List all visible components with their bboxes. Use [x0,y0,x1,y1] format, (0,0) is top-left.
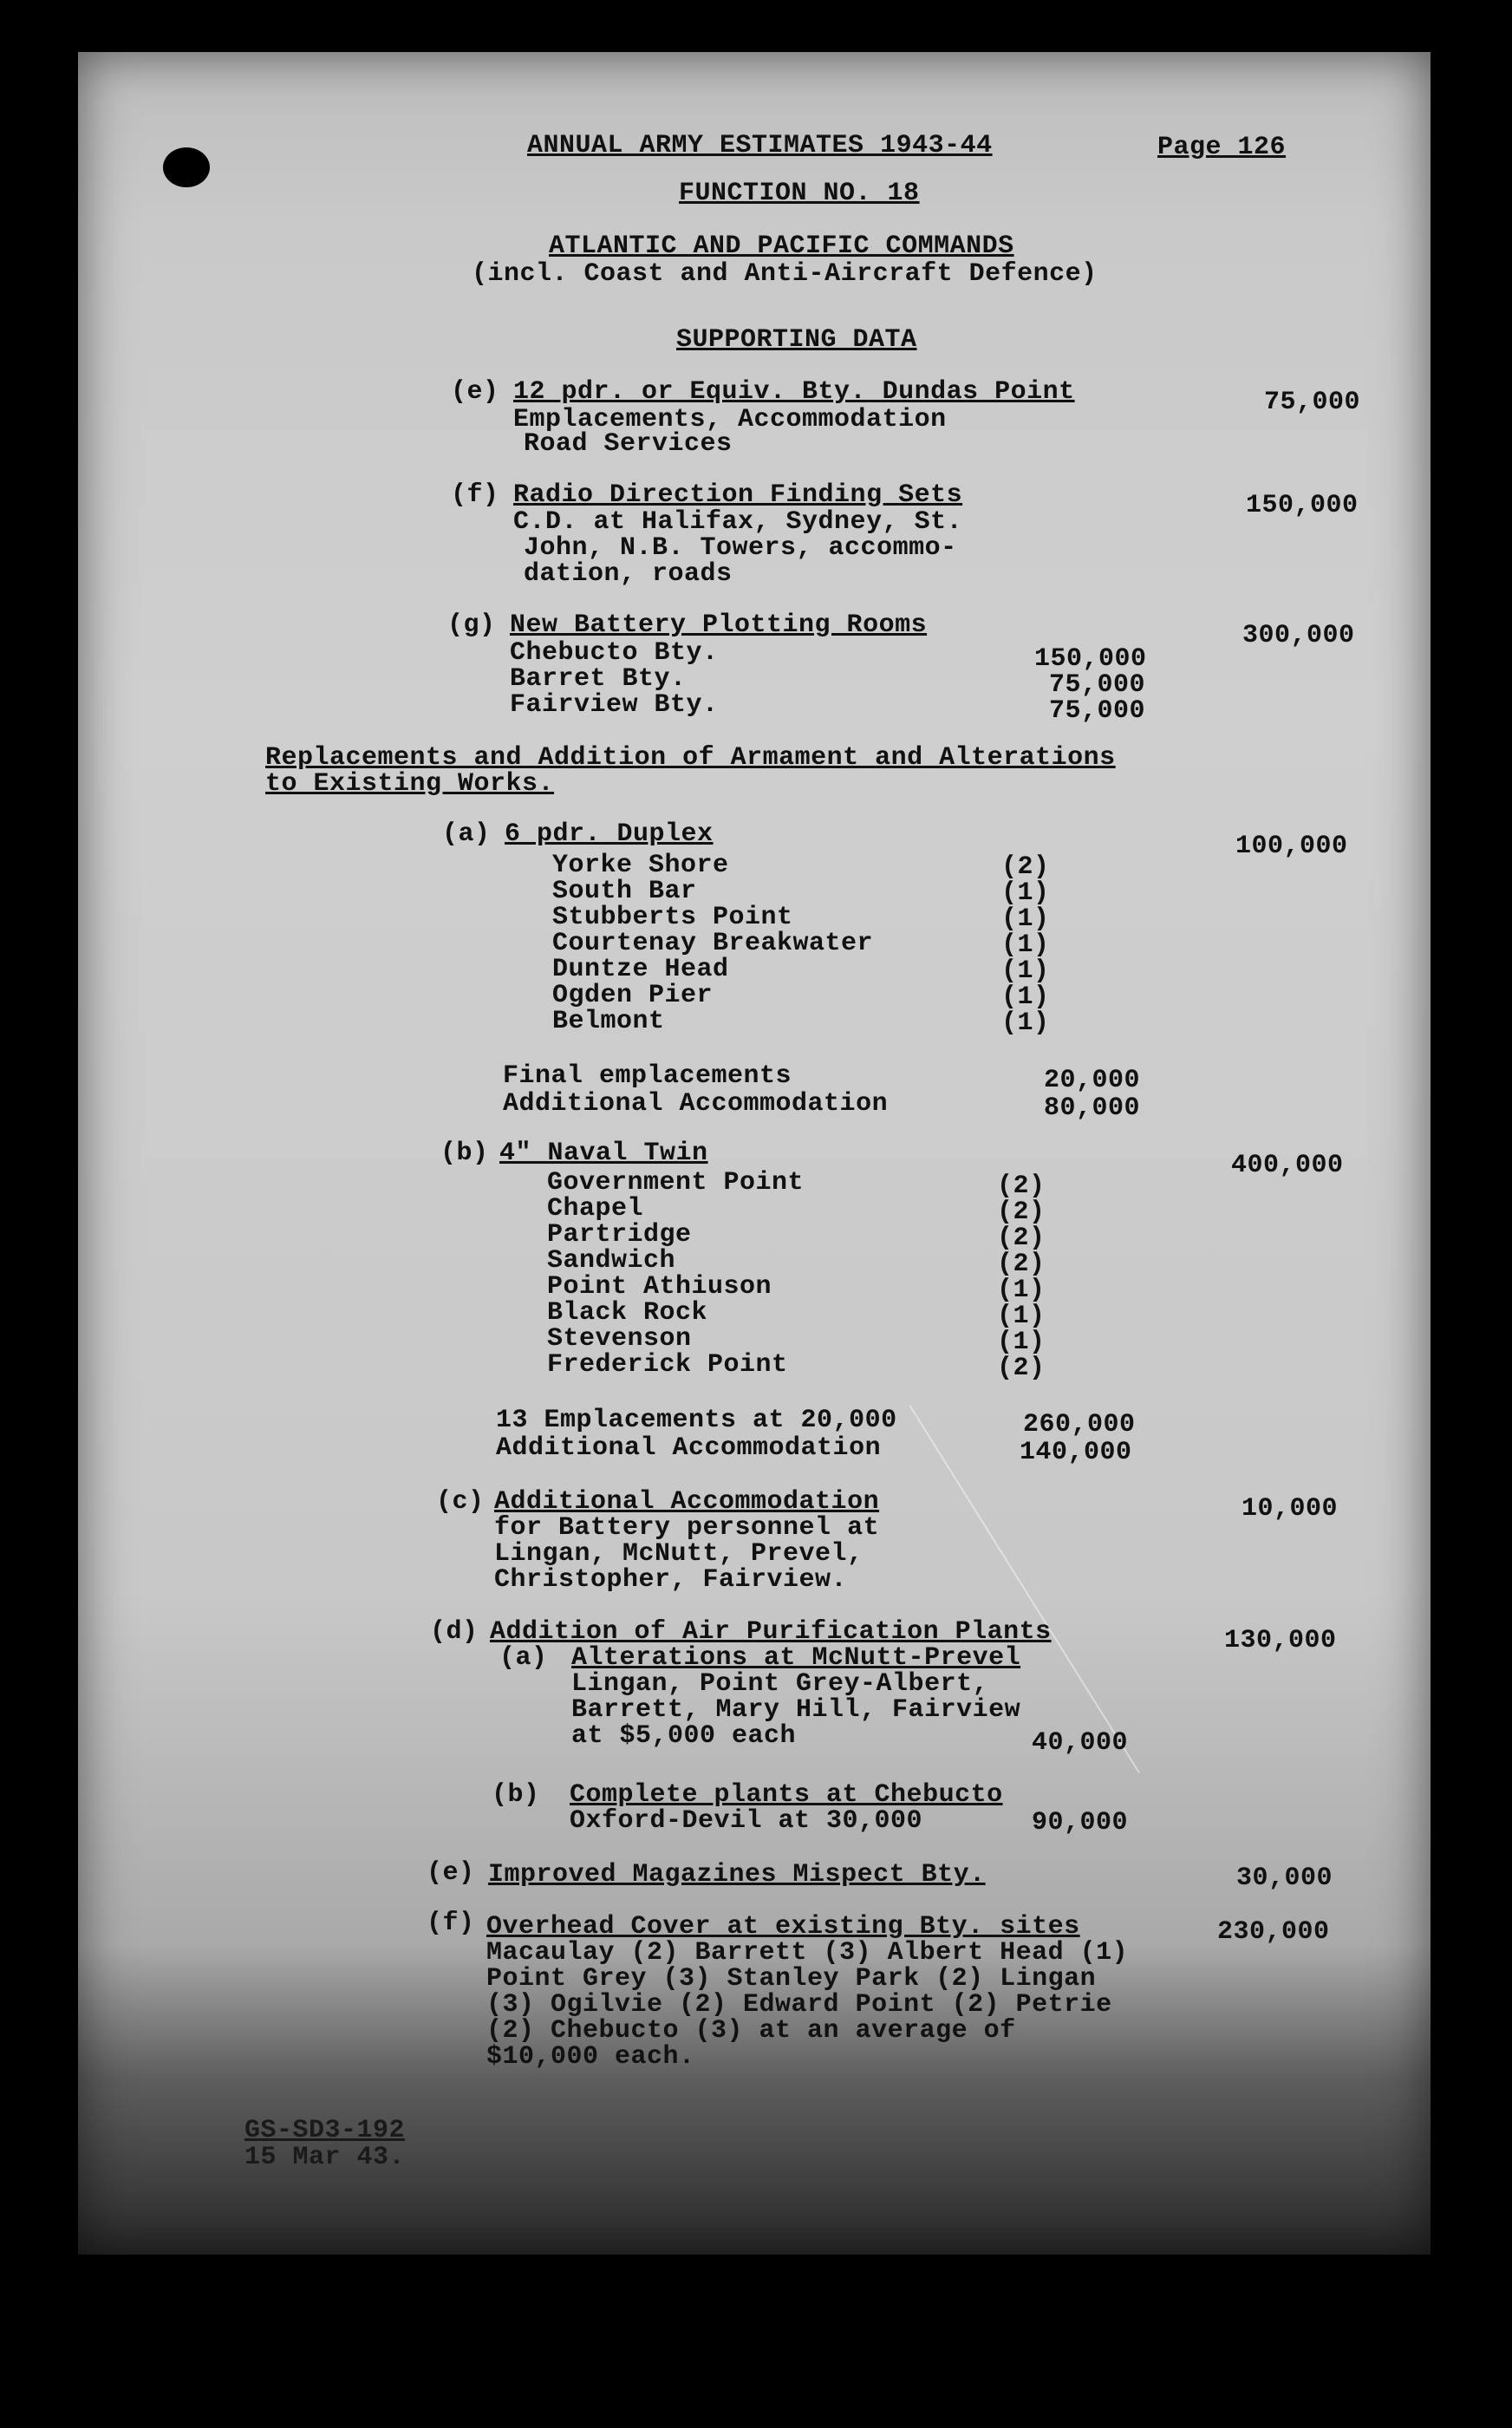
item-title: Radio Direction Finding Sets [513,480,963,510]
site-count: (2) [997,1354,1046,1383]
item-letter: (c) [436,1487,485,1517]
site-name: Black Rock [547,1298,708,1328]
item-line: Lingan, McNutt, Prevel, [494,1539,864,1569]
file-reference: GS-SD3-192 [244,2116,406,2145]
item-row-amount: 75,000 [1049,670,1146,700]
item-letter: (f) [427,1909,475,1938]
item-total: 75,000 [1264,388,1361,417]
item-total: 300,000 [1242,621,1355,650]
item-title: Additional Accommodation [494,1487,880,1517]
item-title: 4" Naval Twin [499,1139,708,1168]
item-title: Addition of Air Purification Plants [490,1617,1052,1647]
item-line: for Battery personnel at [494,1513,880,1543]
site-name: Sandwich [547,1246,676,1276]
item-letter: (g) [447,610,496,640]
item-letter: (e) [427,1858,475,1888]
sub-amount: 90,000 [1032,1808,1129,1837]
item-line: Road Services [524,429,733,459]
site-count: (2) [997,1198,1046,1227]
cost-amount: 80,000 [1044,1093,1141,1123]
item-row-name: Fairview Bty. [510,690,719,720]
sub-line: Oxford-Devil at 30,000 [570,1806,923,1836]
item-row-amount: 75,000 [1049,696,1146,726]
site-name: Ogden Pier [552,981,714,1010]
site-name: Partridge [547,1220,692,1250]
item-line: Emplacements, Accommodation [513,405,947,434]
item-line: (3) Ogilvie (2) Edward Point (2) Petrie [486,1990,1112,2020]
site-count: (1) [1001,930,1050,960]
item-row-name: Chebucto Bty. [510,638,719,668]
item-total: 10,000 [1242,1494,1339,1524]
commands-heading: ATLANTIC AND PACIFIC COMMANDS [549,232,1014,261]
site-name: South Bar [552,877,697,906]
item-total: 150,000 [1246,491,1359,520]
item-letter: (e) [451,377,499,407]
sub-line: Barrett, Mary Hill, Fairview [571,1695,1021,1725]
item-line: $10,000 each. [486,2042,695,2072]
site-count: (1) [997,1276,1046,1305]
cost-line: Additional Accommodation [496,1433,882,1463]
site-count: (1) [1001,878,1050,908]
site-name: Courtenay Breakwater [552,929,874,958]
supporting-data-heading: SUPPORTING DATA [676,325,917,355]
site-count: (1) [1001,904,1050,934]
item-total: 130,000 [1224,1626,1337,1655]
header-title: ANNUAL ARMY ESTIMATES 1943-44 [527,131,993,160]
item-letter: (f) [451,480,499,510]
sub-letter: (a) [499,1643,548,1673]
site-name: Chapel [547,1194,644,1224]
sub-title: Alterations at McNutt-Prevel [571,1643,1021,1673]
site-name: Frederick Point [547,1350,788,1380]
site-name: Belmont [552,1007,665,1036]
sub-line: at $5,000 each [571,1721,797,1751]
site-count: (1) [1001,1008,1050,1038]
item-line: Point Grey (3) Stanley Park (2) Lingan [486,1964,1097,1994]
cost-line: Additional Accommodation [503,1089,889,1119]
function-number: FUNCTION NO. 18 [679,179,920,208]
item-line: C.D. at Halifax, Sydney, St. [513,507,963,537]
item-line: Christopher, Fairview. [494,1565,848,1595]
sub-amount: 40,000 [1032,1728,1129,1758]
cost-line: 13 Emplacements at 20,000 [496,1406,897,1435]
site-count: (2) [997,1224,1046,1253]
section-heading: to Existing Works. [265,769,555,799]
site-count: (1) [997,1302,1046,1331]
section-heading: Replacements and Addition of Armament and Alterations [265,743,1116,773]
site-name: Yorke Shore [552,851,729,880]
item-total: 30,000 [1236,1863,1333,1893]
file-date: 15 Mar 43. [244,2143,406,2172]
site-name: Government Point [547,1168,805,1198]
item-title: Improved Magazines Mispect Bty. [488,1860,986,1890]
cost-line: Final emplacements [503,1061,792,1091]
item-title: Overhead Cover at existing Bty. sites [486,1912,1080,1942]
site-name: Duntze Head [552,955,729,984]
item-line: dation, roads [524,559,733,589]
item-letter: (b) [440,1139,489,1168]
item-line: Macaulay (2) Barrett (3) Albert Head (1) [486,1938,1129,1968]
item-letter: (a) [442,819,491,849]
item-line: (2) Chebucto (3) at an average of [486,2016,1016,2046]
cost-amount: 20,000 [1044,1066,1141,1095]
site-name: Stevenson [547,1324,692,1354]
site-count: (1) [997,1328,1046,1357]
item-row-amount: 150,000 [1034,644,1147,674]
item-title: 6 pdr. Duplex [505,819,714,849]
sub-letter: (b) [492,1780,540,1810]
site-name: Point Athiuson [547,1272,772,1302]
item-total: 230,000 [1217,1917,1330,1947]
item-title: New Battery Plotting Rooms [510,610,928,640]
site-count: (1) [1001,982,1050,1012]
sub-title: Complete plants at Chebucto [570,1780,1003,1810]
item-total: 100,000 [1235,832,1348,861]
site-count: (2) [997,1172,1046,1201]
site-count: (2) [997,1250,1046,1279]
item-total: 400,000 [1231,1151,1344,1180]
page-number: Page 126 [1157,133,1287,162]
site-count: (2) [1001,852,1050,882]
item-title: 12 pdr. or Equiv. Bty. Dundas Point [513,377,1075,407]
item-row-name: Barret Bty. [510,664,687,694]
cost-amount: 140,000 [1020,1438,1132,1467]
cost-amount: 260,000 [1023,1410,1136,1439]
punch-hole [163,147,210,187]
site-count: (1) [1001,956,1050,986]
item-line: John, N.B. Towers, accommo- [524,533,957,563]
sub-line: Lingan, Point Grey-Albert, [571,1669,989,1699]
site-name: Stubberts Point [552,903,793,932]
commands-subheading: (incl. Coast and Anti-Aircraft Defence) [472,259,1098,289]
item-letter: (d) [430,1617,479,1647]
